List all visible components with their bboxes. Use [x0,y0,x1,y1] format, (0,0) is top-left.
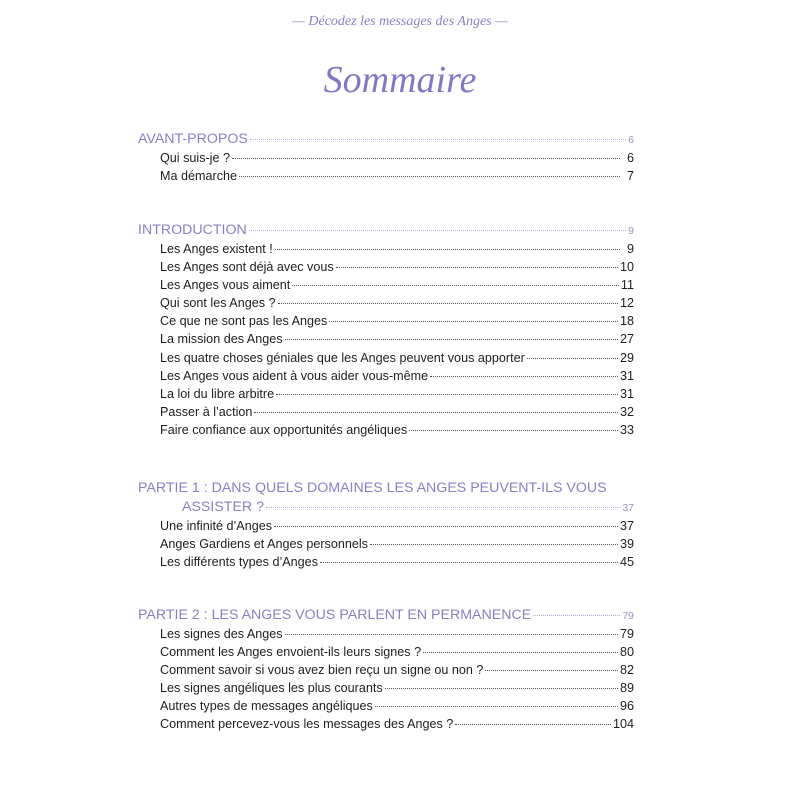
entry-page-number: 79 [619,626,634,641]
toc-entry [138,276,634,294]
dot-leader [254,412,618,413]
entry-page-number: 37 [619,519,634,533]
entry-label: Autres types de messages angéliques [160,699,373,714]
entry-page-number: 31 [619,387,634,401]
toc-section-partie-1 [138,479,634,572]
toc-entry [138,258,634,276]
entry-page-number: 18 [619,314,634,329]
dot-leader [250,139,626,140]
dot-leader [292,285,619,286]
dot-leader [278,303,618,304]
section-heading-line-2: ASSISTER ? [182,498,265,515]
toc-entry [138,312,634,330]
entry-label: Les Anges vous aident à vous aider vous-même [160,368,429,383]
entry-label: Faire confiance aux opportunités angéliques [160,423,408,438]
toc-entry [138,697,634,715]
entry-label: Une infinité d’Anges [160,519,273,533]
toc-entry [138,167,634,185]
entry-page-number: 7 [626,168,634,183]
toc-section-partie-2 [138,606,634,734]
dot-leader [276,394,618,395]
dot-leader [232,158,620,159]
toc-entry [138,643,634,661]
dot-leader [329,321,618,322]
entry-page-number: 39 [619,537,634,552]
toc-entry [138,385,634,403]
entry-label: Comment les Anges envoient-ils leurs signes ? [160,644,422,659]
dot-leader [275,249,620,250]
entry-page-number: 29 [619,350,634,365]
entry-label: Qui suis-je ? [160,150,230,165]
running-head: — Décodez les messages des Anges — [292,14,508,29]
entry-page-number: 27 [619,332,634,347]
entry-page-number: 96 [619,699,634,714]
toc-entry [138,367,634,385]
entry-page-number: 80 [619,644,634,659]
entry-label: Les Anges existent ! [160,241,273,256]
entry-page-number: 12 [619,296,634,311]
entry-label: Qui sont les Anges ? [160,296,276,311]
entry-label: Les signes angéliques les plus courants [160,681,383,696]
dot-leader [455,724,611,725]
toc-section-heading [138,479,634,517]
entry-label: Les Anges sont déjà avec vous [160,259,334,274]
toc-section-heading [138,221,634,240]
entry-page-number: 11 [620,277,634,292]
section-heading-label: INTRODUCTION [138,222,247,238]
toc-entry [138,421,634,439]
section-heading-label: AVANT-PROPOS [138,131,248,147]
toc-entry [138,625,634,643]
dot-leader [239,176,620,177]
entry-page-number: 32 [619,405,634,420]
dot-leader [527,358,618,359]
section-page-number: 6 [628,134,634,146]
entry-label: Ma démarche [160,168,237,183]
toc-entry [138,330,634,348]
dot-leader [533,615,620,616]
entry-label: Les signes des Anges [160,626,283,641]
toc-entry [138,149,634,167]
entry-page-number: 45 [619,555,634,570]
toc-section-heading [138,130,634,149]
toc-entry [138,403,634,421]
entry-page-number: 31 [619,368,634,383]
entry-label: La loi du libre arbitre [160,387,275,401]
section-page-number: 37 [622,501,634,514]
entry-page-number: 104 [612,717,634,732]
entry-label: Anges Gardiens et Anges personnels [160,537,368,552]
dot-leader [423,652,618,653]
entry-page-number: 9 [626,241,634,256]
dot-leader [274,526,618,527]
toc-entry [138,661,634,679]
entry-page-number: 89 [619,681,634,696]
toc-entry [138,535,634,553]
dot-leader [336,267,618,268]
toc-section-introduction [138,221,634,440]
toc-entry [138,349,634,367]
dot-leader [285,634,618,635]
toc-entry [138,517,634,535]
entry-label: Comment percevez-vous les messages des Anges ? [160,717,454,732]
toc-entry [138,240,634,258]
entry-page-number: 6 [626,150,634,165]
entry-label: La mission des Anges [160,332,283,347]
section-heading-line-1: PARTIE 1 : DANS QUELS DOMAINES LES ANGES PEUVENT-ILS VOUS [138,480,607,496]
toc-entry [138,553,634,571]
dot-leader [285,339,618,340]
entry-page-number: 10 [619,259,634,274]
toc-entry [138,294,634,312]
dot-leader [385,688,618,689]
dot-leader [409,430,618,431]
entry-label: Ce que ne sont pas les Anges [160,314,328,329]
entry-page-number: 33 [619,423,634,438]
entry-label: Les différents types d’Anges [160,555,318,570]
entry-label: Comment savoir si vous avez bien reçu un signe ou non ? [160,662,484,677]
toc-section-heading [138,606,634,625]
section-page-number: 9 [628,225,634,237]
dot-leader [249,230,626,231]
entry-label: Passer à l’action [160,405,253,420]
dot-leader [485,670,618,671]
section-heading-label: PARTIE 2 : LES ANGES VOUS PARLENT EN PERMANENCE [138,607,532,623]
page-title: Sommaire [323,59,477,101]
entry-label: Les quatre choses géniales que les Anges peuvent vous apporter [160,350,525,365]
dot-leader [430,376,618,377]
entry-label: Les Anges vous aiment [160,277,291,292]
dot-leader [370,544,618,545]
dot-leader [266,507,620,508]
entry-page-number: 82 [619,662,634,677]
dot-leader [320,562,618,563]
toc-section-avant-propos [138,130,634,185]
dot-leader [375,706,618,707]
toc-entry [138,679,634,697]
toc-entry [138,715,634,733]
section-page-number: 79 [622,610,634,622]
